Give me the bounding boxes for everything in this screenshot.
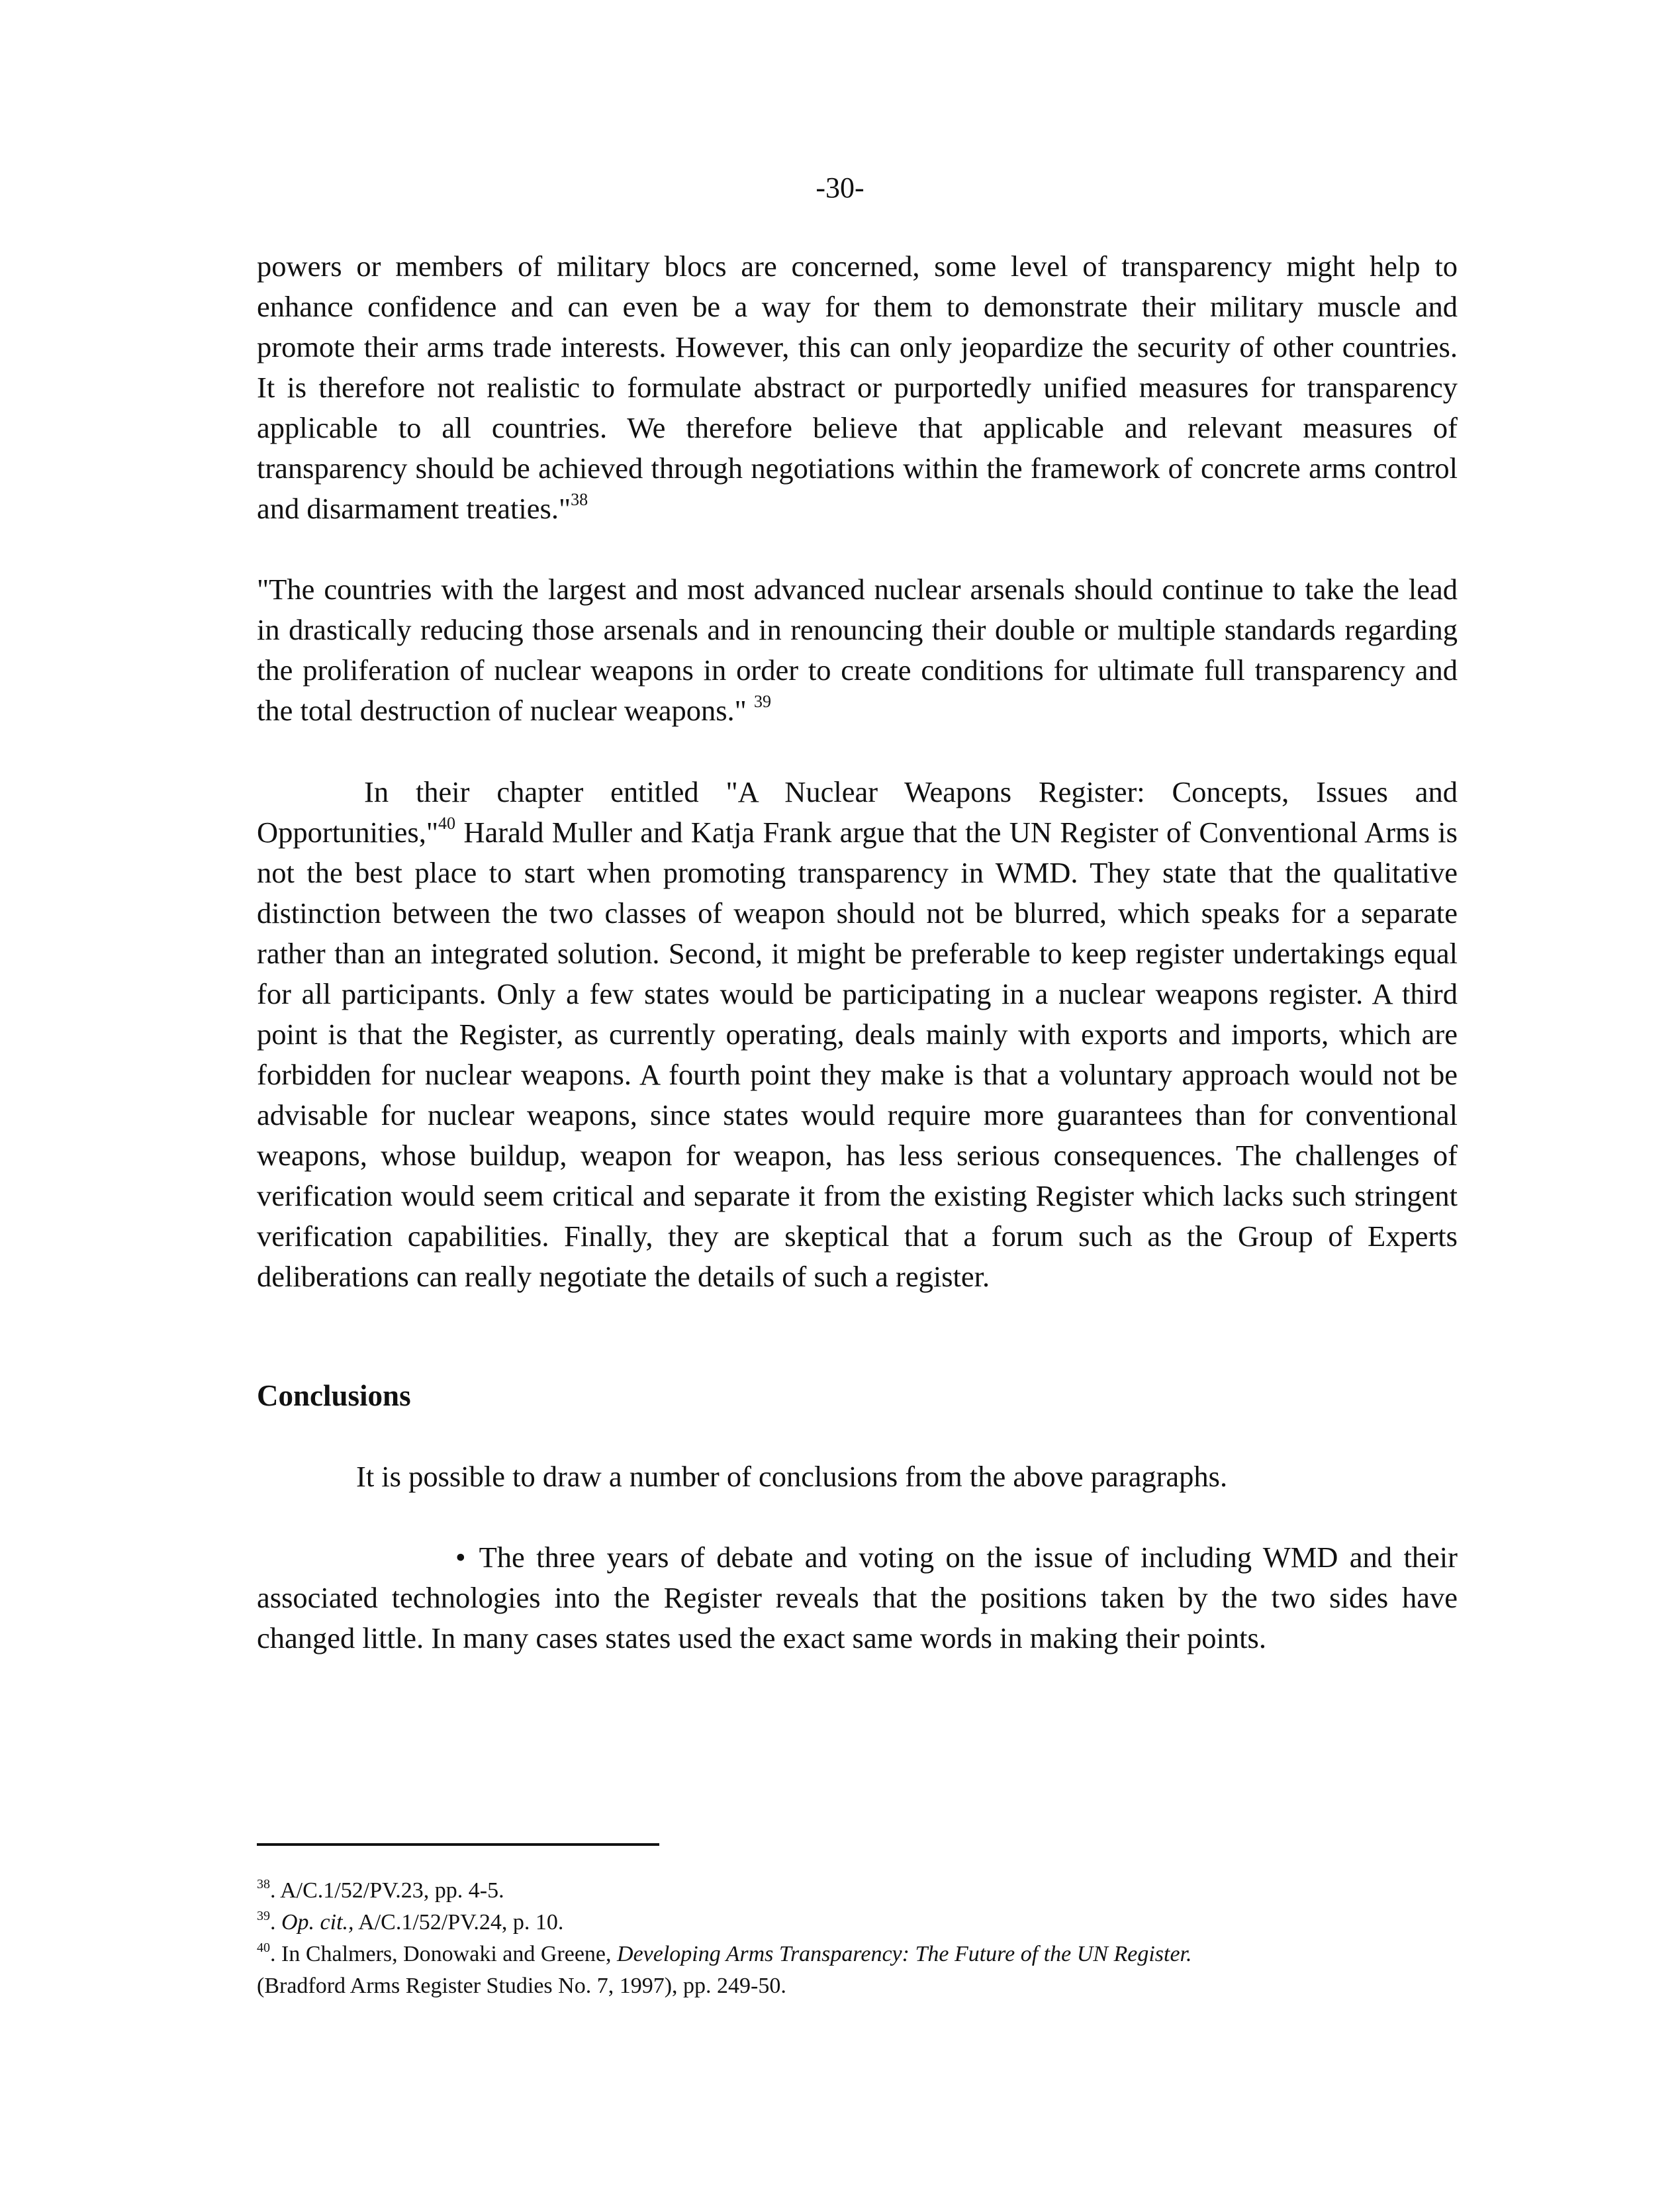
paragraph-text-end: Harald Muller and Katja Frank argue that the UN Register of Conventional Arms is not the best place to start when promoting transparency in WMD. They state that the qualitative distinction between the two classes of weapon should not be blurred, which speaks for a separate rather than an integrated solution. Second, it might be preferable to keep register undertakings equal for all participants. Only a few states would be participating in a nuclear weapons register. A third point is that the Register, as currently operating, deals mainly with exports and imports, which are forbidden for nuclear weapons. A fourth point they make is that a voluntary approach would not be advisable for nuclear weapons, since states would require more guarantees than for conventional weapons, whose buildup, weapon for weapon, has less serious consequences. The challenges of verification would seem critical and separate it from the existing Register which lacks such stringent verification capabilities. Finally, they are skeptical that a forum such as the Group of Experts deliberations can really negotiate the details of such a register.: [257, 816, 1458, 1293]
footnote-number: 38: [257, 1877, 270, 1892]
footnote-40: [257, 1939, 1488, 2002]
footnote-39: [257, 1907, 1488, 1939]
footnote-text: A/C.1/52/PV.24, p. 10.: [353, 1910, 564, 1935]
paragraph-text: "The countries with the largest and most advanced nuclear arsenals should continue to take the lead in drastically reducing those arsenals and in renouncing their double or multiple standards regarding the proliferation of nuclear weapons in order to create conditions for ultimate full transparency and the total destruction of nuclear weapons.": [257, 573, 1458, 727]
paragraph-text: powers or members of military blocs are concerned, some level of transparency might help to enhance confidence and can even be a way for them to demonstrate their military muscle and promote their arms trade interests. However, this can only jeopardize the security of other countries. It is therefore not realistic to formulate abstract or purportedly unified measures for transparency applicable to all countries. We therefore believe that applicable and relevant measures of transparency should be achieved through negotiations within the framework of concrete arms control and disarmament treaties.": [257, 250, 1458, 525]
footnote-lead: . In Chalmers, Donowaki and Greene,: [270, 1942, 618, 1966]
footnote-lead: .: [270, 1910, 281, 1935]
footnote-number: 39: [257, 1909, 270, 1923]
paragraph-quote-nuclear-arsenals: [257, 569, 1458, 731]
page-number: -30-: [816, 171, 864, 204]
conclusions-intro: It is possible to draw a number of conclusions from the above paragraphs.: [356, 1460, 1228, 1493]
footnote-separator: [257, 1843, 659, 1846]
paragraph-quote-continuation: [257, 246, 1458, 529]
footnote-ref-39[interactable]: 39: [753, 692, 771, 711]
footnote-38: [257, 1875, 1488, 1907]
footnote-continuation: (Bradford Arms Register Studies No. 7, 1997), pp. 249-50.: [257, 1974, 786, 1998]
footnote-number: 40: [257, 1940, 270, 1955]
paragraph-muller-frank: [257, 772, 1458, 1297]
footnote-text: . A/C.1/52/PV.23, pp. 4-5.: [270, 1878, 504, 1903]
section-heading-conclusions: Conclusions: [257, 1379, 411, 1412]
footnote-italic: Op. cit.,: [281, 1910, 354, 1935]
bullet-icon: •: [455, 1541, 466, 1574]
conclusion-bullet-item: [257, 1537, 1458, 1658]
paragraph-text-start: In their chapter entitled "A Nuclear Weapons Register: Concepts, Issues and Opportunities,": [257, 775, 1458, 849]
footnote-italic-title: Developing Arms Transparency: The Future of the UN Register.: [617, 1942, 1192, 1966]
footnote-ref-38[interactable]: 38: [571, 490, 588, 509]
bullet-text: The three years of debate and voting on the issue of including WMD and their associated technologies into the Register reveals that the positions taken by the two sides have changed little. In many cases states used the exact same words in making their points.: [257, 1541, 1458, 1654]
footnotes: [257, 1875, 1488, 2002]
footnote-ref-40[interactable]: 40: [438, 814, 456, 833]
